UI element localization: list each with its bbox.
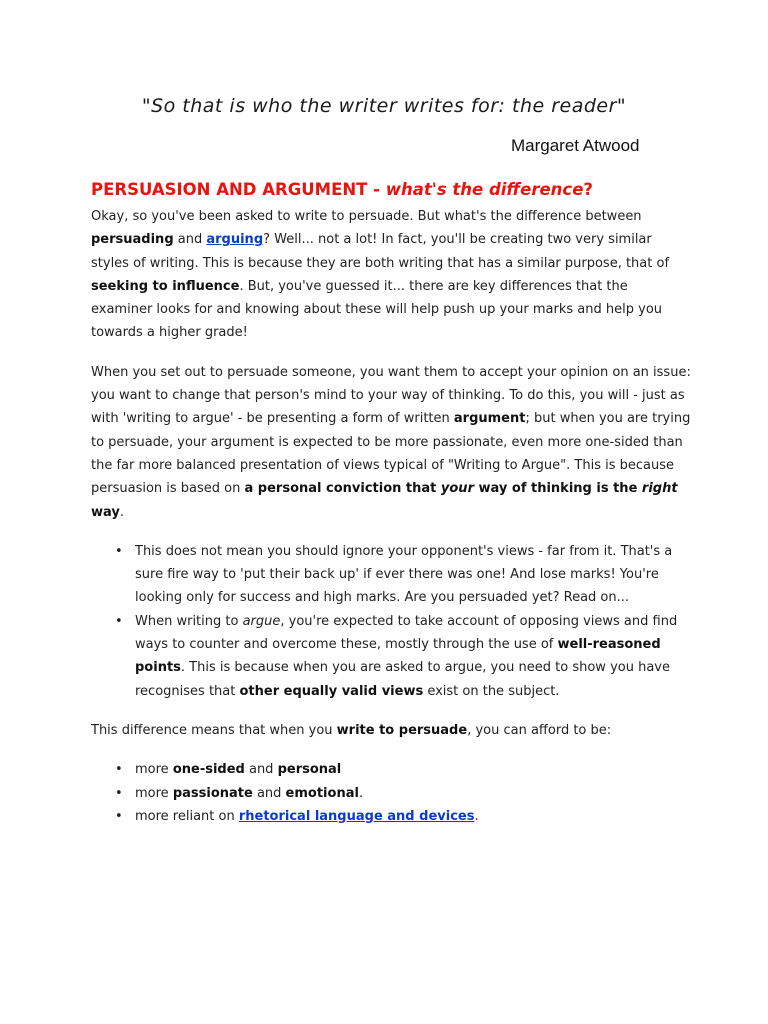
epigraph-author: Margaret Atwood [511, 136, 640, 155]
text-run: This difference means that when you [91, 722, 337, 738]
bold-run: a personal conviction that [244, 481, 441, 497]
bold-run: emotional [285, 785, 359, 801]
bold-run: argument [453, 411, 526, 427]
text-run: , you can afford to be: [467, 722, 612, 738]
article-body [91, 178, 691, 828]
bold-run: one-sided [172, 762, 245, 778]
bold-run: seeking to influence [91, 278, 240, 294]
intro-paragraph [91, 205, 691, 345]
text-run: ? Well... not a lot! In fact, you'll be creating two very similar styles of writing. This is because they are both writing that has a similar purpose, that of [91, 232, 670, 271]
heading-italic: what's the difference [385, 180, 584, 199]
text-run: When writing to [135, 613, 243, 629]
text-run: and [252, 785, 286, 801]
text-run: more [135, 762, 173, 778]
bold-run: well-reasoned points [135, 637, 661, 676]
list-item [135, 610, 691, 703]
list-item [135, 540, 691, 610]
summary-paragraph [91, 719, 691, 742]
bold-run: persuading [91, 232, 174, 248]
heading-main: PERSUASION AND ARGUMENT - [91, 180, 386, 199]
text-run: more [135, 785, 173, 801]
section-heading [91, 178, 691, 202]
text-run: ; but when you are trying to persuade, your argument is expected to be more passionate, even more one-sided than the far more balanced presentation of views typical of "Writing to Argue". This is because persuasion is based on [91, 411, 691, 497]
bold-italic-run: right [641, 481, 678, 497]
bold-italic-run: your [440, 481, 474, 497]
italic-run: argue [242, 613, 281, 629]
bold-run: way of thinking is the [473, 481, 642, 497]
text-run: exist on the subject. [423, 683, 560, 699]
text-run: When you set out to persuade someone, you want them to accept your opinion on an issue: you want to change that person's mind to your way of thinking. To do this, you will - just as with 'writing to argue' - be presenting a form of written [91, 364, 691, 427]
text-run: and [244, 762, 278, 778]
text-run: and [173, 232, 207, 248]
text-run: . This is because when you are asked to argue, you need to show you have recognises that [135, 660, 670, 699]
text-run: . [119, 504, 124, 520]
bold-run: personal [277, 762, 342, 778]
bold-run: other equally valid views [239, 683, 424, 699]
arguing-link[interactable]: arguing [206, 232, 264, 248]
text-run: Okay, so you've been asked to write to persuade. But what's the difference between [91, 209, 642, 224]
text-run: , you're expected to take account of opposing views and find ways to counter and overcome these, mostly through the use of [135, 613, 678, 653]
bold-run: write to persuade [336, 722, 468, 738]
list-item [135, 782, 691, 805]
bullet-list-differences [91, 540, 691, 703]
epigraph-quote: "So that is who the writer writes for: the reader" [141, 95, 627, 117]
list-item [135, 805, 691, 828]
rhetorical-devices-link[interactable]: rhetorical language and devices [238, 808, 475, 824]
bold-run: way [91, 504, 120, 520]
persuade-paragraph [91, 361, 691, 524]
text-run: . [474, 808, 479, 824]
text-run: more reliant on [135, 808, 239, 824]
heading-end: ? [583, 180, 593, 199]
text-run: This does not mean you should ignore your opponent's views - far from it. That's a sure fire way to 'put their back up' if ever there was one! And lose marks! You're looking only for success and high marks. Are you persuaded yet? Read on... [135, 543, 673, 606]
text-run: . But, you've guessed it... there are key differences that the examiner looks for and knowing about these will help push up your marks and help you towards a higher grade! [91, 278, 663, 341]
bullet-list-qualities [91, 758, 691, 828]
bold-run: passionate [172, 785, 253, 801]
list-item [135, 758, 691, 781]
text-run: . [358, 785, 364, 801]
